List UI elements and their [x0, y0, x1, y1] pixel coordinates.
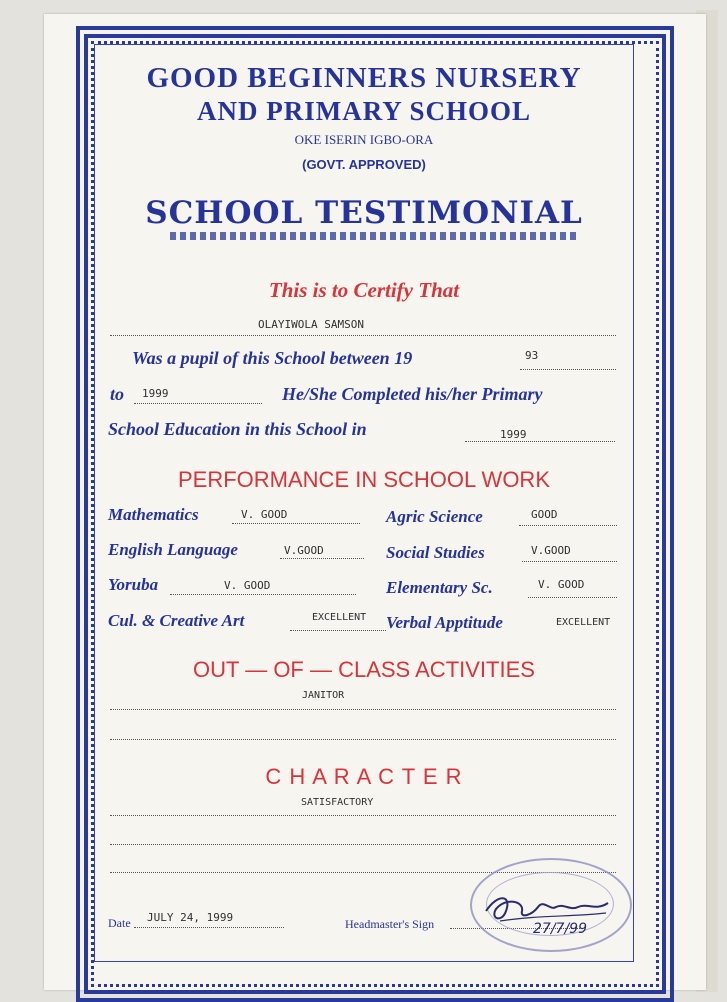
- performance-heading: PERFORMANCE IN SCHOOL WORK: [178, 467, 550, 492]
- title-ornament: [170, 232, 578, 240]
- year-end: 1999: [142, 387, 169, 400]
- completion-year: 1999: [500, 428, 527, 441]
- character-value: SATISFACTORY: [301, 797, 374, 808]
- grade-elementary-science: V. GOOD: [538, 578, 585, 591]
- certify-heading: This is to Certify That: [268, 278, 460, 302]
- subject-elementary-science: Elementary Sc.: [386, 578, 493, 597]
- subject-yoruba: Yoruba: [108, 575, 159, 594]
- completion-text: He/She Completed his/her Primary: [282, 384, 543, 404]
- document-title: SCHOOL TESTIMONIAL: [145, 195, 583, 231]
- grade-line: [170, 594, 356, 595]
- activities-heading: OUT — OF — CLASS ACTIVITIES: [193, 657, 535, 682]
- date-label: Date: [108, 916, 131, 930]
- character-line: [110, 815, 616, 816]
- approval-note: (GOVT. APPROVED): [302, 157, 426, 172]
- grade-line: [528, 597, 617, 598]
- signature-date: 27/7/99: [533, 921, 587, 937]
- date-line: [134, 927, 284, 928]
- subject-social-studies: Social Studies: [386, 543, 485, 562]
- grade-line: [519, 525, 617, 526]
- attendance-text: Was a pupil of this School between 19: [132, 348, 413, 368]
- grade-social-studies: V.GOOD: [531, 544, 571, 557]
- subject-creative-art: Cul. & Creative Art: [108, 611, 245, 630]
- school-address: OKE ISERIN IGBO-ORA: [294, 132, 434, 147]
- year-end-line: [134, 403, 262, 404]
- grade-mathematics: V. GOOD: [241, 508, 288, 521]
- grade-english: V.GOOD: [284, 544, 324, 557]
- subject-verbal-aptitude: Verbal Apptitude: [386, 613, 503, 632]
- grade-verbal-aptitude: EXCELLENT: [556, 617, 611, 628]
- name-line: [110, 335, 616, 336]
- grade-agric-science: GOOD: [531, 508, 558, 521]
- subject-english: English Language: [108, 540, 238, 559]
- grade-line: [232, 523, 360, 524]
- subject-agric-science: Agric Science: [386, 507, 483, 526]
- school-name-line1: GOOD BEGINNERS NURSERY: [146, 62, 582, 94]
- date-value: JULY 24, 1999: [147, 911, 234, 924]
- grade-line: [280, 558, 364, 559]
- completion-year-line: [465, 441, 615, 442]
- grade-line: [522, 561, 617, 562]
- to-label: to: [110, 384, 125, 404]
- grade-creative-art: EXCELLENT: [312, 612, 367, 623]
- headmaster-sign-label: Headmaster's Sign: [345, 917, 435, 931]
- school-name-line2: AND PRIMARY SCHOOL: [196, 96, 532, 126]
- inner-border: [94, 44, 634, 962]
- activities-line: [110, 709, 616, 710]
- activities-value: JANITOR: [302, 690, 345, 701]
- grade-yoruba: V. GOOD: [224, 579, 271, 592]
- pupil-name: OLAYIWOLA SAMSON: [258, 318, 364, 331]
- year-start-line: [520, 369, 616, 370]
- character-line: [110, 844, 616, 845]
- year-start: 93: [525, 349, 539, 362]
- activities-line: [110, 739, 616, 740]
- grade-line: [290, 630, 386, 631]
- character-heading: C H A R A C T E R: [265, 764, 463, 789]
- subject-mathematics: Mathematics: [108, 505, 199, 524]
- education-text: School Education in this School in: [108, 419, 367, 439]
